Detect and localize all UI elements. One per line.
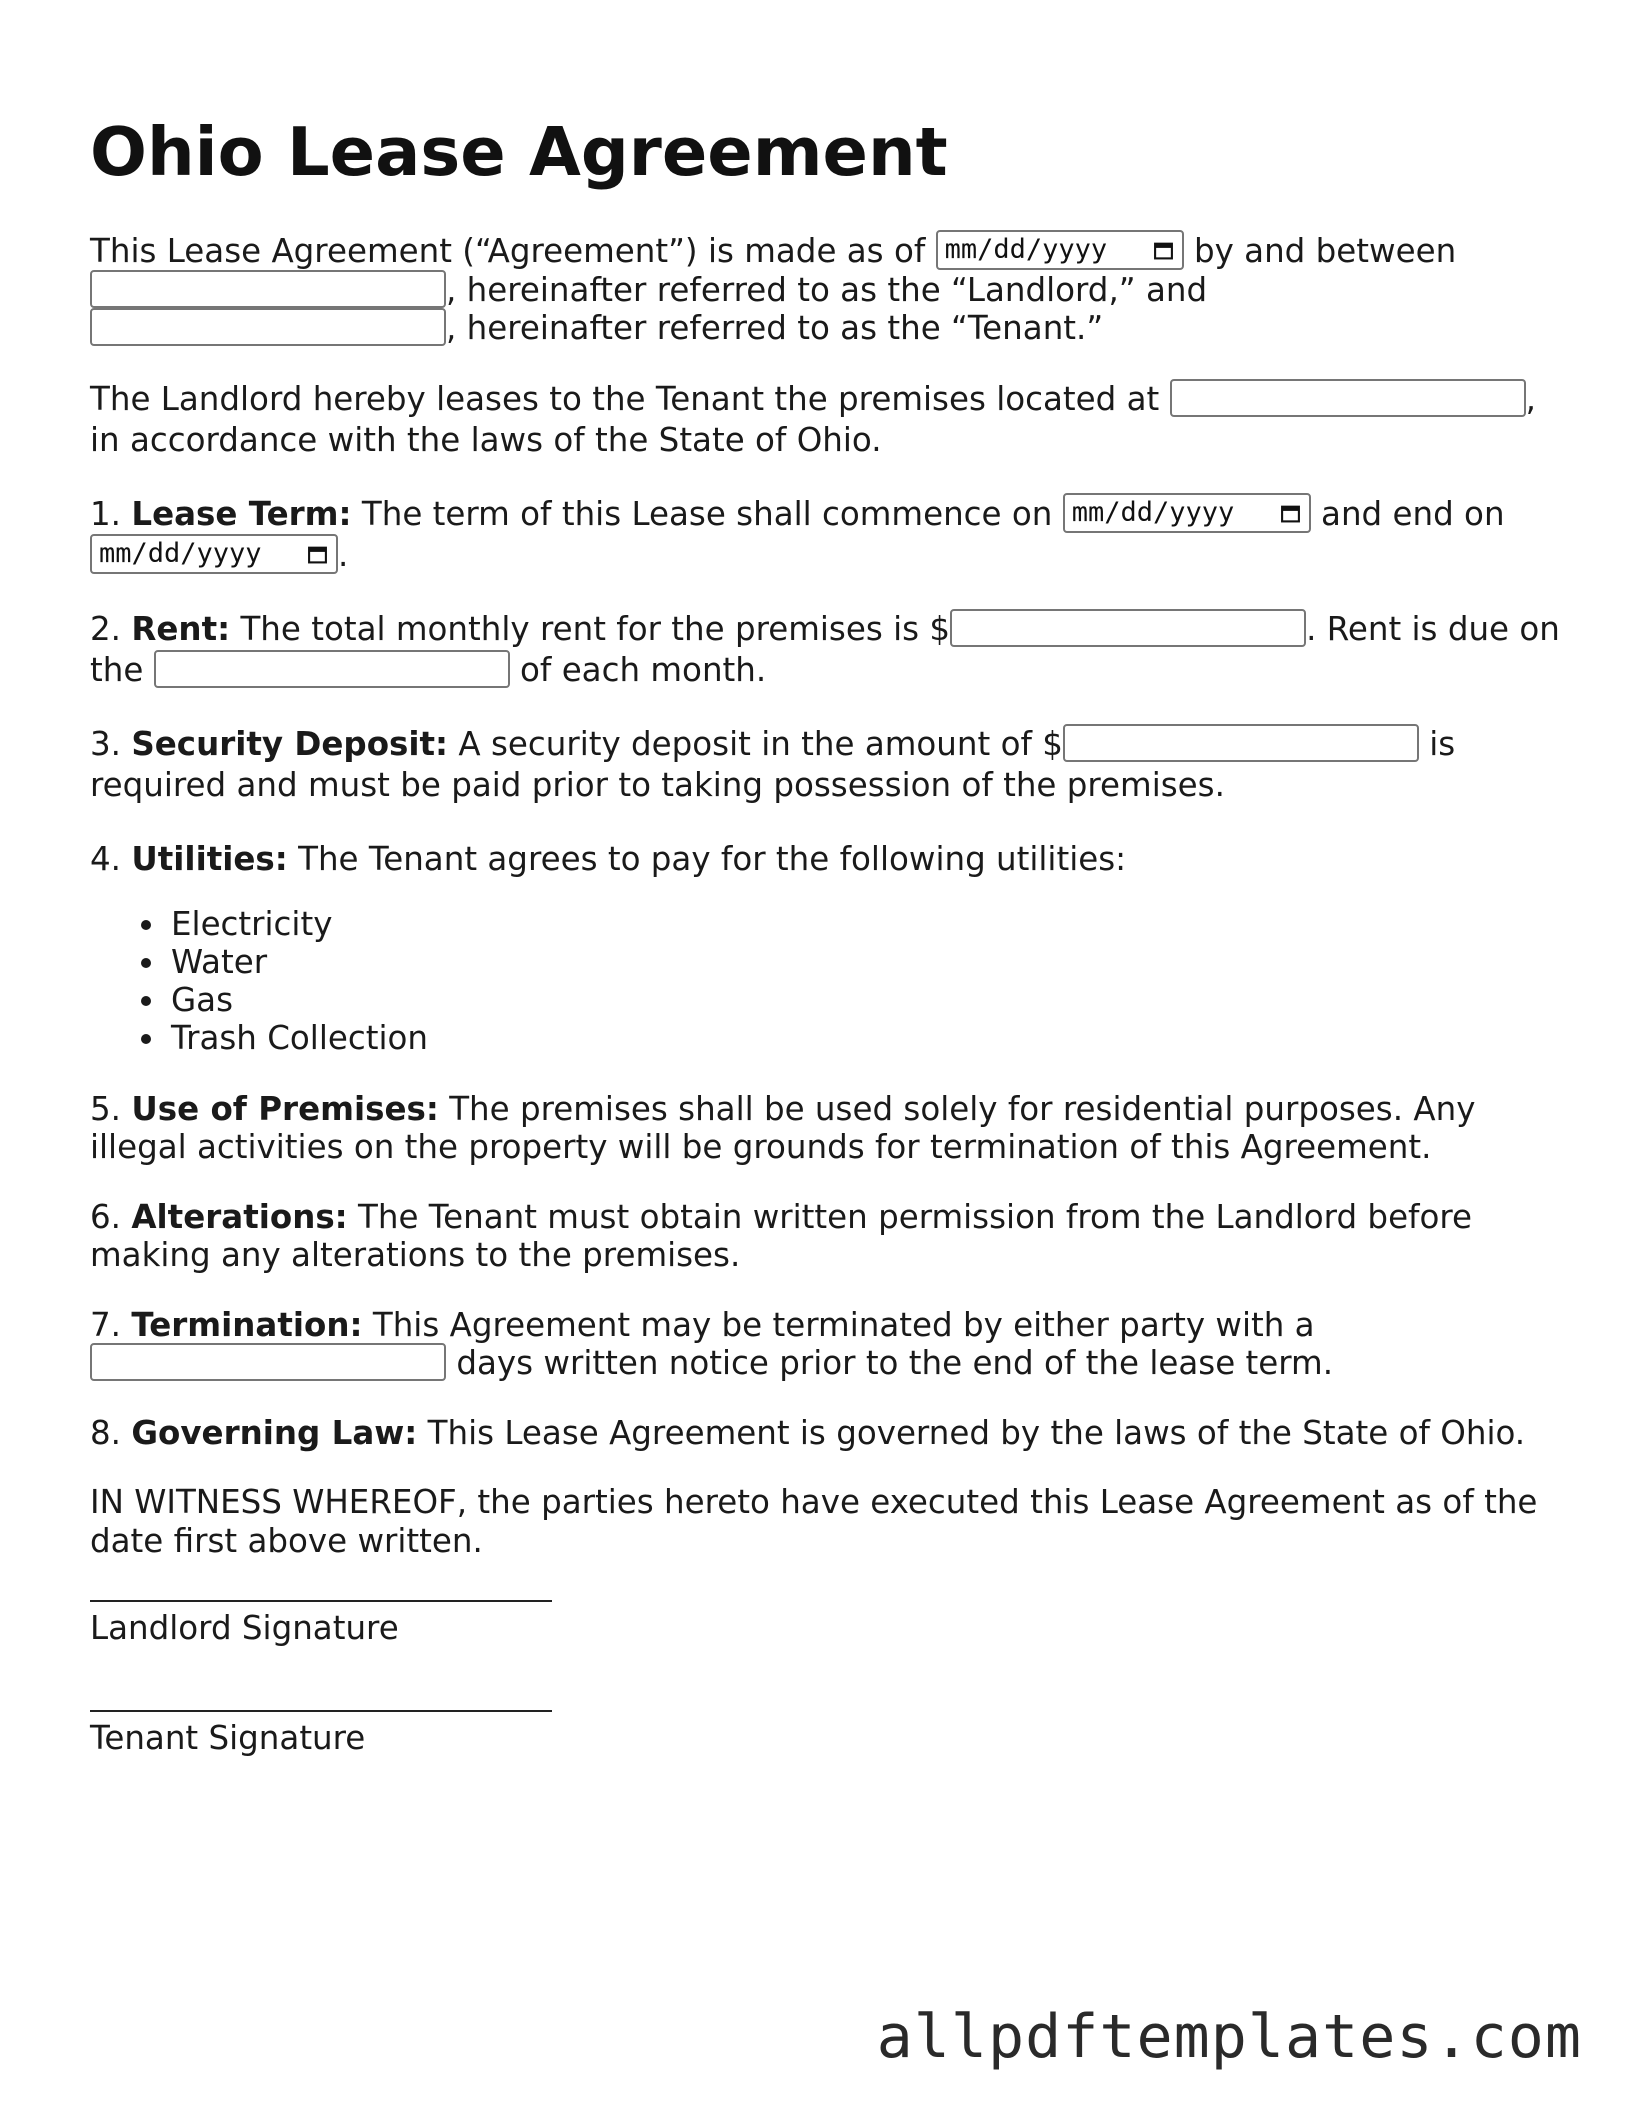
section-heading: Governing Law: <box>131 1413 418 1452</box>
section-number: 6. <box>90 1197 122 1236</box>
section-text: The total monthly rent for the premises is $ <box>240 609 951 648</box>
monthly-rent-field[interactable] <box>950 609 1306 647</box>
section-alterations <box>90 1198 1570 1275</box>
date-placeholder: mm/dd/yyyy <box>944 233 1108 265</box>
list-item: • Gas <box>168 981 1570 1019</box>
section-text: . Rent is due on <box>1306 609 1560 648</box>
landlord-signature-label: Landlord Signature <box>90 1609 399 1647</box>
section-text: The term of this Lease shall commence on <box>361 494 1053 533</box>
witness-paragraph: IN WITNESS WHEREOF, the parties hereto have executed this Lease Agreement as of the date first above written. <box>90 1483 1538 1560</box>
section-text: required and must be paid prior to taking possession of the premises. <box>90 765 1225 804</box>
landlord-name-field[interactable] <box>90 270 446 308</box>
intro-text: , hereinafter referred to as the “Tenant.” <box>446 309 1104 347</box>
lease-end-date-input[interactable] <box>90 534 338 574</box>
section-heading: Termination: <box>131 1305 363 1344</box>
section-heading: Rent: <box>131 609 231 648</box>
watermark: allpdftemplates.com <box>876 2002 1582 2072</box>
landlord-signature-line[interactable] <box>90 1600 552 1602</box>
utilities-list <box>90 905 1570 1057</box>
section-text: and end on <box>1321 494 1505 533</box>
tenant-signature-label: Tenant Signature <box>90 1719 366 1757</box>
intro-text: This Lease Agreement (“Agreement”) is made as of <box>90 232 926 270</box>
section-number: 8. <box>90 1413 122 1452</box>
tenant-signature-block <box>90 1710 1570 1758</box>
section-number: 4. <box>90 839 122 878</box>
section-number: 7. <box>90 1305 122 1344</box>
date-placeholder: mm/dd/yyyy <box>99 538 262 569</box>
page-title: Ohio Lease Agreement <box>90 113 948 191</box>
calendar-icon[interactable] <box>307 543 328 565</box>
section-number: 3. <box>90 724 122 763</box>
section-heading: Security Deposit: <box>131 724 449 763</box>
section-text: The premises shall be used solely for residential purposes. Any illegal activities on the property will be grounds for termination of this Agreement. <box>90 1089 1476 1166</box>
date-placeholder: mm/dd/yyyy <box>1071 497 1235 528</box>
calendar-icon[interactable] <box>1280 502 1301 524</box>
comma: , <box>1525 379 1536 418</box>
premises-text: The Landlord hereby leases to the Tenant the premises located at <box>90 379 1160 418</box>
period: . <box>338 535 349 574</box>
section-text: This Agreement may be terminated by either party with a <box>372 1305 1315 1344</box>
security-deposit-field[interactable] <box>1063 724 1419 762</box>
intro-text: by and between <box>1193 232 1457 270</box>
section-number: 2. <box>90 609 122 648</box>
section-heading: Utilities: <box>131 839 288 878</box>
landlord-signature-block <box>90 1600 1570 1648</box>
section-governing-law <box>90 1414 1570 1453</box>
list-item: • Electricity <box>168 905 1570 943</box>
lease-document <box>90 112 1570 1758</box>
signature-area <box>90 1600 1570 1758</box>
notice-days-field[interactable] <box>90 1343 446 1381</box>
section-heading: Use of Premises: <box>131 1089 439 1128</box>
section-text: the <box>90 650 144 689</box>
list-item: • Water <box>168 943 1570 981</box>
list-item: • Trash Collection <box>168 1019 1570 1057</box>
section-text: This Lease Agreement is governed by the laws of the State of Ohio. <box>427 1413 1526 1452</box>
premises-address-field[interactable] <box>1170 379 1526 417</box>
rent-due-day-field[interactable] <box>154 650 510 688</box>
tenant-signature-line[interactable] <box>90 1710 552 1712</box>
section-use-of-premises <box>90 1090 1570 1167</box>
section-lease-term <box>90 494 1570 576</box>
section-termination <box>90 1306 1570 1383</box>
agreement-date-input[interactable] <box>936 230 1184 270</box>
section-text: days written notice prior to the end of the lease term. <box>456 1344 1334 1382</box>
intro-paragraph <box>90 232 1570 348</box>
calendar-icon[interactable] <box>1153 239 1174 261</box>
lease-start-date-input[interactable] <box>1063 493 1311 533</box>
section-text: A security deposit in the amount of $ <box>458 724 1063 763</box>
section-text: The Tenant must obtain written permission from the Landlord before making any alterations to the premises. <box>90 1197 1473 1274</box>
tenant-name-field[interactable] <box>90 308 446 346</box>
intro-text: , hereinafter referred to as the “Landlord,” and <box>446 270 1208 309</box>
premises-text: in accordance with the laws of the State of Ohio. <box>90 420 882 459</box>
section-number: 5. <box>90 1089 122 1128</box>
section-text: of each month. <box>520 650 767 689</box>
section-heading: Lease Term: <box>131 494 352 533</box>
section-security-deposit <box>90 724 1570 806</box>
section-number: 1. <box>90 494 122 533</box>
section-text: is <box>1429 724 1456 763</box>
section-text: The Tenant agrees to pay for the following utilities: <box>298 839 1127 878</box>
section-utilities <box>90 839 1570 880</box>
section-heading: Alterations: <box>131 1197 348 1236</box>
premises-paragraph <box>90 379 1570 461</box>
section-rent <box>90 609 1570 691</box>
